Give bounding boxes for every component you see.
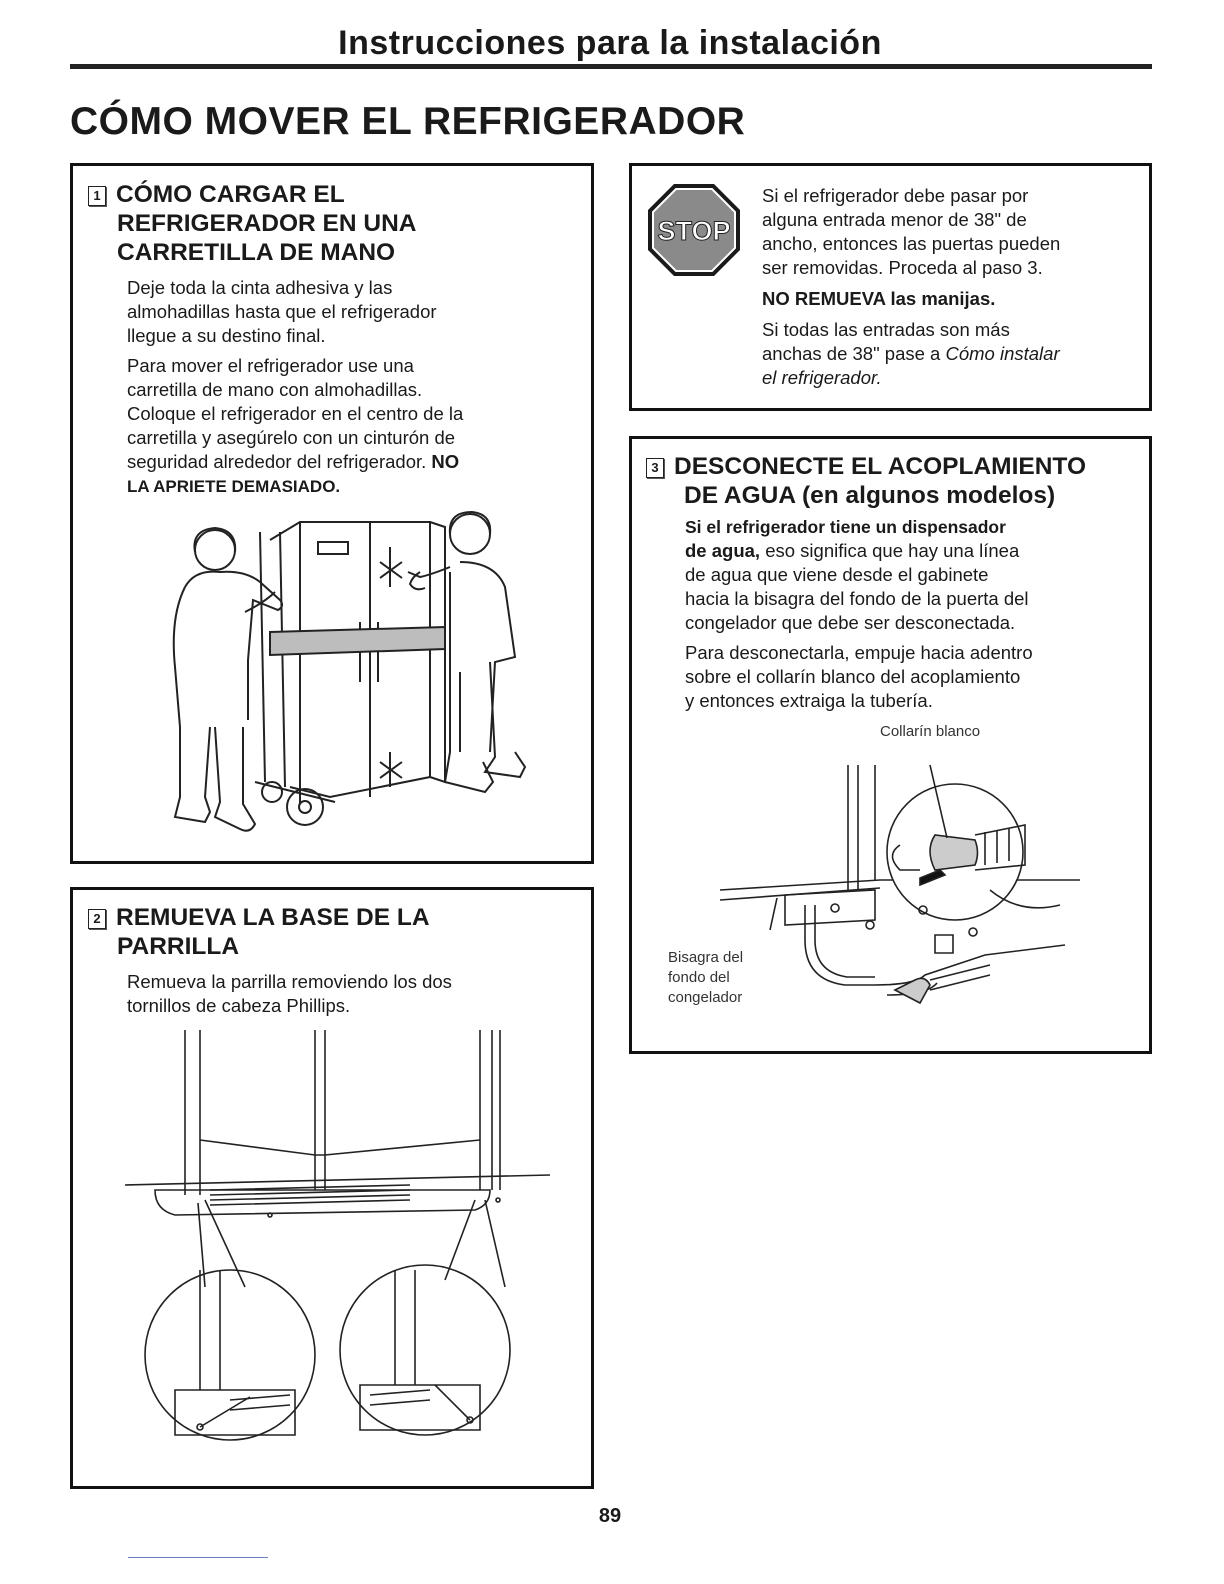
footer-rule	[128, 1557, 268, 1558]
hand-truck-illustration	[160, 512, 540, 852]
section-2-text: Remueva la parrilla removiendo los dos tornillos de cabeza Phillips.	[127, 971, 452, 1016]
header-rule	[70, 64, 1152, 69]
water-coupling-illustration	[715, 740, 1075, 1030]
grille-removal-illustration	[120, 1025, 560, 1475]
stop-notice-text: Si el refrigerador debe pasar por alguna entrada menor de 38" de ancho, entonces las puertas pueden ser removidas. Proceda al paso 3. NO REMUEVA las manijas. Si todas las entradas son más anchas de 38" pase a Cómo instalar el refrigerador.	[762, 185, 1061, 388]
section-1-text: Deje toda la cinta adhesiva y las almohadillas hasta que el refrigerador llegue a su destino final. Para mover el refrigerador use una carretilla de mano con almohadillas. Coloque el refrigerador en el centro de la carretilla y asegúrelo con un cinturón de seguridad alrededor del refrigerador. NO LA APRIETE DEMASIADO.	[127, 277, 464, 496]
section-1-title: 1 CÓMO CARGAR EL REFRIGERADOR EN UNA CARRETILLA DE MANO	[88, 180, 416, 267]
step-number-3: 3	[646, 458, 664, 478]
step-number-2: 2	[88, 909, 106, 929]
step-number-1: 1	[88, 186, 106, 206]
page-number: 89	[598, 1505, 622, 1527]
section-3-text: Si el refrigerador tiene un dispensador de agua, eso significa que hay una línea de agua que viene desde el gabinete hacia la bisagra del fondo de la puerta del congelador que debe ser desconectada. Para desconectarla, empuje hacia adentro sobre el collarín blanco del acoplamiento y entonces extraiga la tubería.	[685, 517, 1033, 711]
stop-sign-label: STOP	[657, 216, 731, 246]
section-2-title: 2 REMUEVA LA BASE DE LA PARRILLA	[88, 903, 430, 961]
section-3-title: 3 DESCONECTE EL ACOPLAMIENTO DE AGUA (en algunos modelos)	[646, 452, 1086, 510]
page-title: CÓMO MOVER EL REFRIGERADOR	[70, 100, 746, 143]
running-header: Instrucciones para la instalación	[338, 24, 882, 62]
collar-caption: Collarín blanco	[880, 723, 981, 740]
hinge-caption: Bisagra del fondo del congelador	[668, 949, 744, 1006]
stop-sign-icon	[646, 182, 742, 278]
